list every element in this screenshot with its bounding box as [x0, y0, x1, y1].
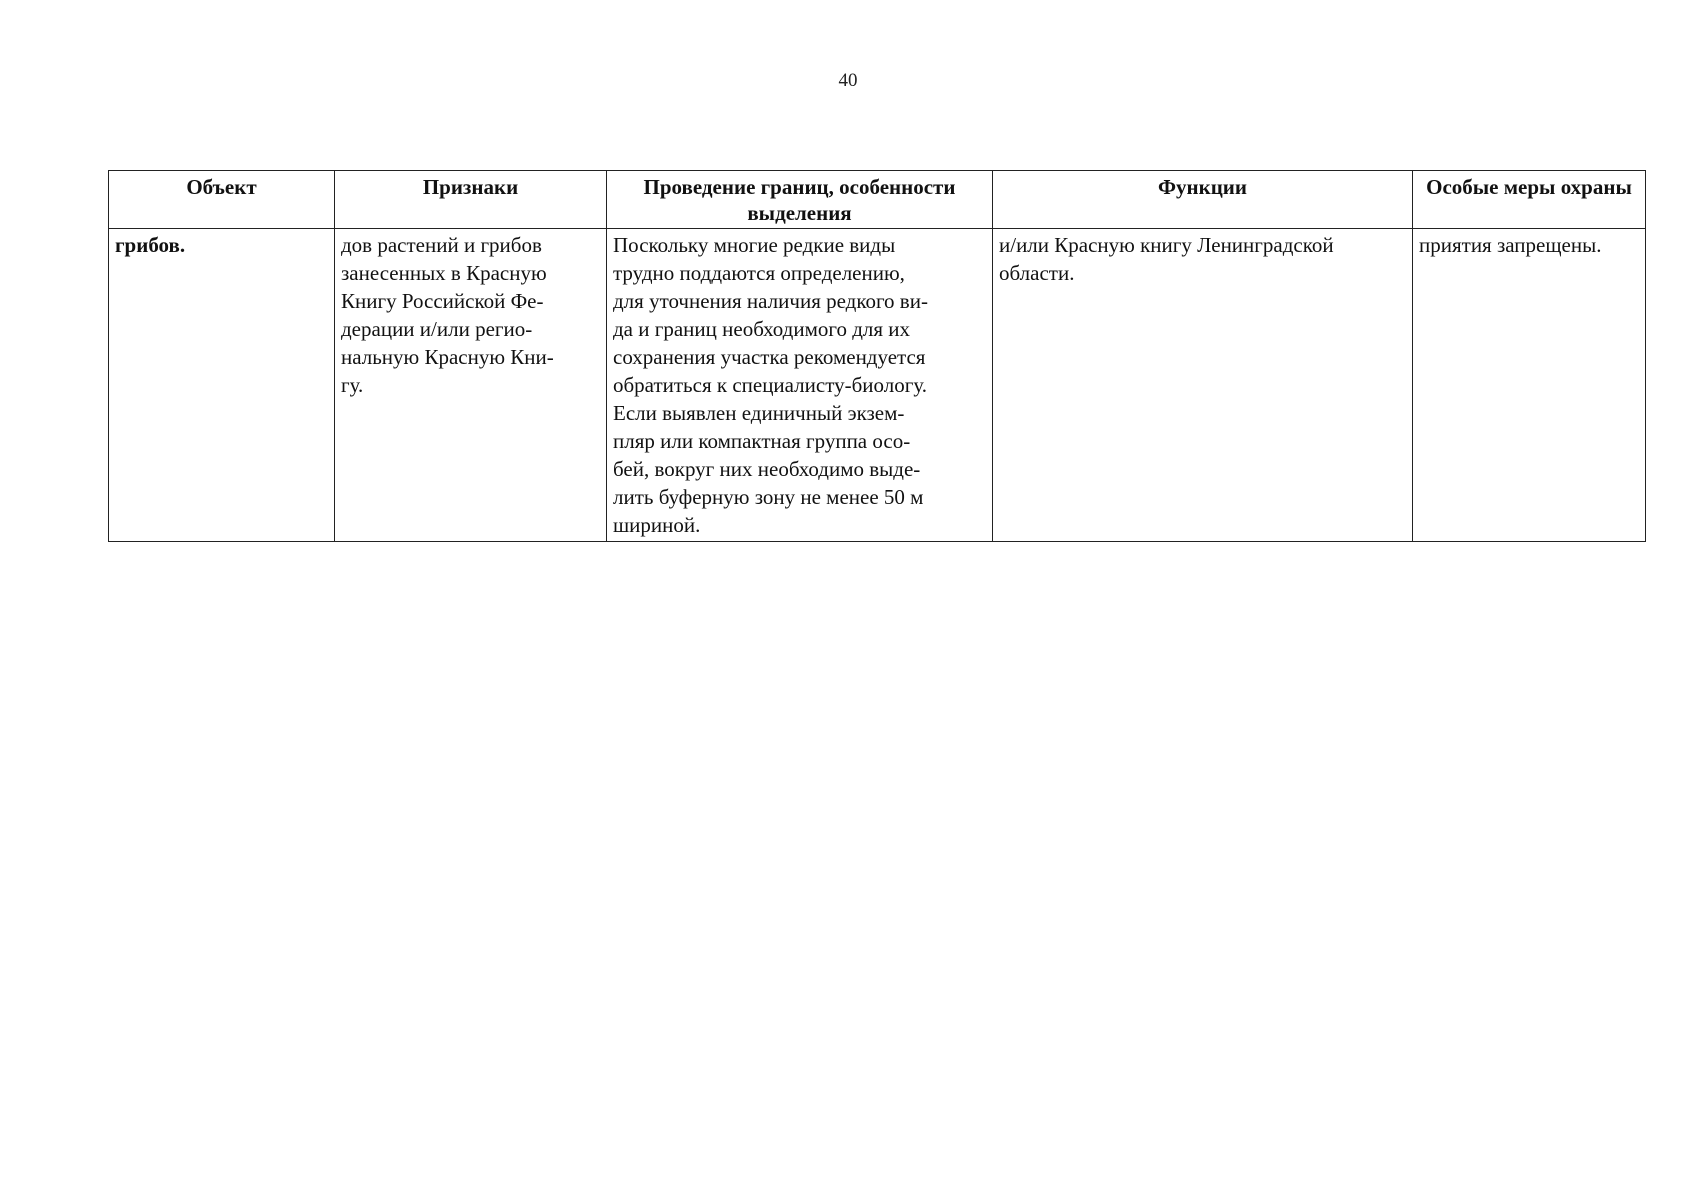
boundaries-line: пляр или компактная группа осо-: [613, 429, 911, 453]
boundaries-line: Если выявлен единичный экзем-: [613, 401, 905, 425]
features-line: гу.: [341, 373, 364, 397]
boundaries-line: лить буферную зону не менее 50 м: [613, 485, 924, 509]
boundaries-line: трудно поддаются определению,: [613, 261, 905, 285]
column-header-features: Признаки: [335, 171, 607, 229]
features-line: нальную Красную Кни-: [341, 345, 554, 369]
cell-features: [335, 229, 607, 542]
protection-table: [108, 170, 1646, 542]
table-row: [109, 229, 1646, 542]
boundaries-line: бей, вокруг них необходимо выде-: [613, 457, 921, 481]
column-header-functions: Функции: [993, 171, 1413, 229]
functions-line: и/или Красную книгу Ленинградской: [999, 233, 1334, 257]
boundaries-line: Поскольку многие редкие виды: [613, 233, 896, 257]
boundaries-line: сохранения участка рекомендуется: [613, 345, 926, 369]
column-header-boundaries: Проведение границ, особенности выделения: [607, 171, 993, 229]
boundaries-line: шириной.: [613, 513, 701, 537]
boundaries-line: да и границ необходимого для их: [613, 317, 911, 341]
boundaries-line: для уточнения наличия редкого ви-: [613, 289, 928, 313]
table-header-row: [109, 171, 1646, 229]
features-line: дерации и/или регио-: [341, 317, 533, 341]
cell-boundaries: [607, 229, 993, 542]
cell-functions: [993, 229, 1413, 542]
features-line: занесенных в Красную: [341, 261, 547, 285]
column-header-object: Объект: [109, 171, 335, 229]
features-line: Книгу Российской Фе-: [341, 289, 544, 313]
column-header-protection: Особые меры охраны: [1413, 171, 1646, 229]
cell-protection: приятия запрещены.: [1413, 229, 1646, 542]
page-number: 40: [838, 70, 858, 91]
cell-object: грибов.: [109, 229, 335, 542]
functions-line: области.: [999, 261, 1075, 285]
boundaries-line: обратиться к специалисту-биологу.: [613, 373, 927, 397]
features-line: дов растений и грибов: [341, 233, 542, 257]
